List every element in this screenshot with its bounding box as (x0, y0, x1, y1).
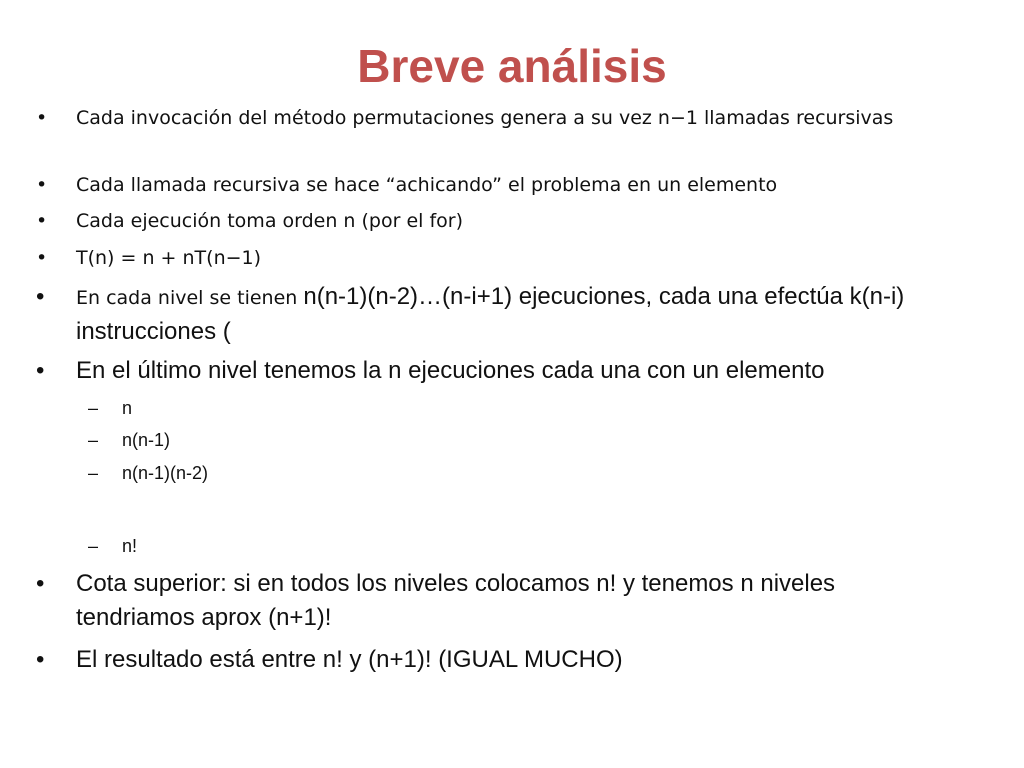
bullet-item (36, 170, 946, 201)
sub-dash: – (88, 430, 99, 450)
bullet-text: Cota superior: si en todos los niveles colocamos n! y tenemos n niveles tendriamos aprox (n+1)! (76, 570, 836, 631)
sub-text: n! (122, 536, 138, 556)
bullet-text: T(n) = n + nT(n−1) (76, 247, 262, 269)
bullet-item (36, 103, 946, 134)
sub-item (88, 395, 133, 421)
bullet-text: Cada ejecución toma orden n (por el for) (76, 210, 464, 232)
bullet-text: En el último nivel tenemos la n ejecuciones cada una con un elemento (76, 357, 825, 384)
bullet-dot: • (36, 570, 45, 597)
bullet-item (36, 280, 946, 349)
sub-item (88, 427, 171, 453)
bullet-text: El resultado está entre n! y (n+1)! (IGUAL MUCHO) (76, 646, 623, 673)
bullet-dot: • (36, 107, 48, 129)
bullet-dot: • (36, 283, 45, 310)
sub-dash: – (88, 463, 99, 483)
bullet-lead-text: En cada nivel se tienen (76, 287, 304, 309)
sub-item (88, 533, 138, 559)
sub-item (88, 460, 209, 486)
bullet-dot: • (36, 646, 45, 673)
bullet-item (36, 354, 946, 388)
sub-text: n(n-1)(n-2) (122, 463, 209, 483)
sub-dash: – (88, 536, 99, 556)
bullet-text: n(n-1)(n-2)…(n-i+1) ejecuciones, cada una efectúa k(n-i) instrucciones ( (76, 283, 905, 345)
bullet-dot: • (36, 210, 48, 232)
bullet-dot: • (36, 247, 48, 269)
bullet-item (36, 243, 946, 274)
bullet-item (36, 206, 946, 237)
bullet-text: Cada invocación del método permutaciones genera a su vez n−1 llamadas recursivas (76, 107, 894, 129)
bullet-dot: • (36, 357, 45, 384)
slide-title: Breve análisis (357, 40, 667, 92)
sub-text: n (122, 398, 133, 418)
bullet-item (36, 643, 946, 677)
bullet-text: Cada llamada recursiva se hace “achicando” el problema en un elemento (76, 174, 778, 196)
bullet-item (36, 567, 946, 635)
bullet-dot: • (36, 174, 48, 196)
sub-text: n(n-1) (122, 430, 171, 450)
sub-dash: – (88, 398, 99, 418)
